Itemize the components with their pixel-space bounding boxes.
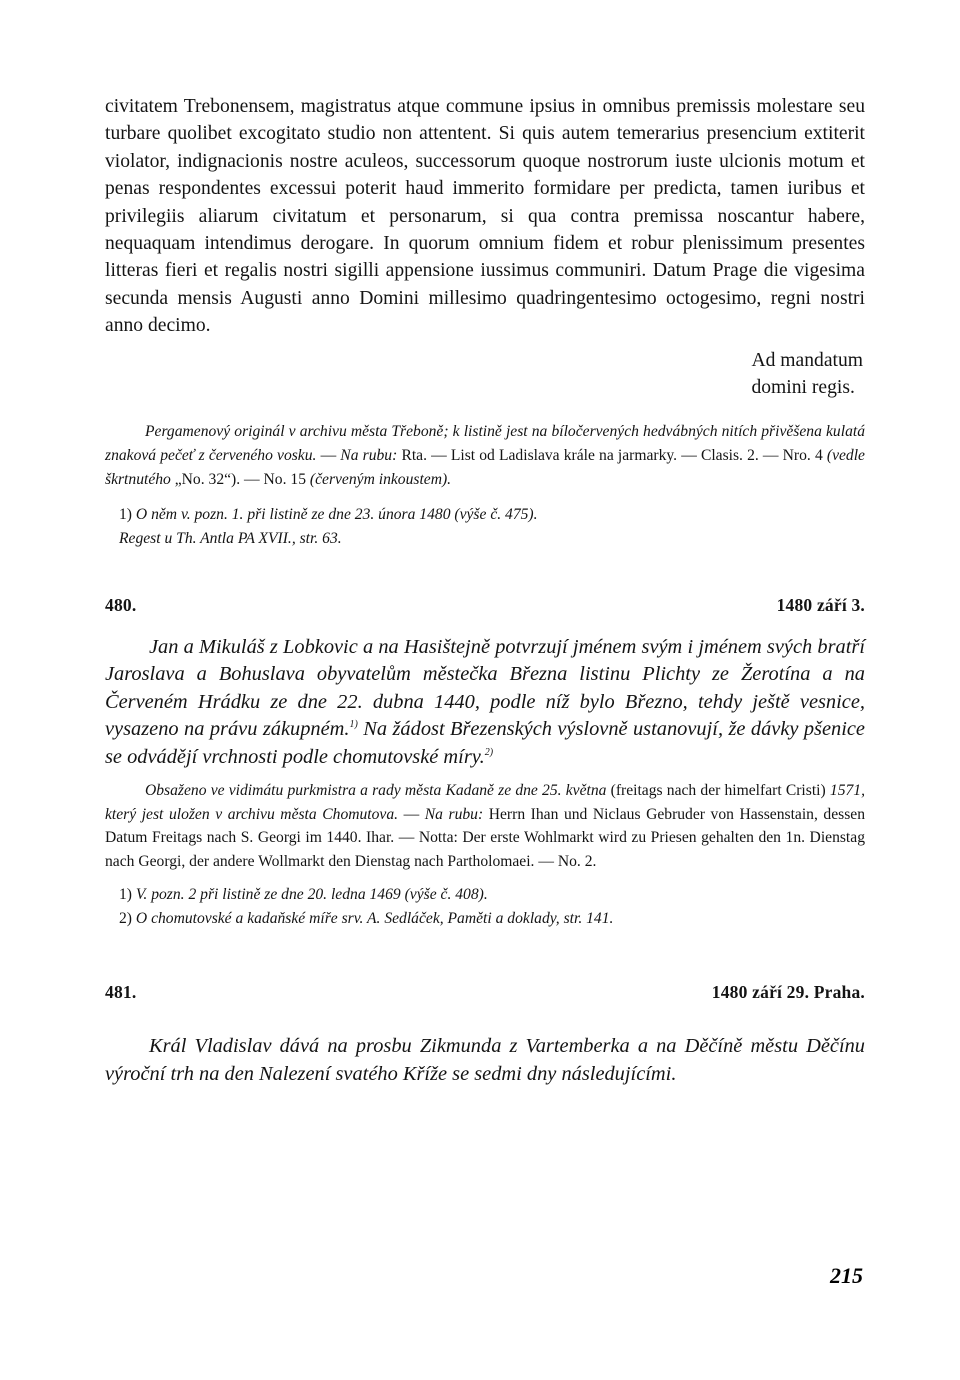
source-480-italic-3: Na rubu: <box>424 805 484 823</box>
source-479-italic-1: Pergamenový originál v archivu města Třeboně; k listině jest na bíločervených hedvábných nitích přivěšena kulatá znaková pečeť z červeného vosku. <box>105 423 865 465</box>
source-479-plain-1: — <box>320 447 337 465</box>
document-page <box>105 93 865 1088</box>
source-note-480 <box>105 779 865 873</box>
source-480-italic-2: 1571, který jest uložen v archivu města Chomutova. <box>105 782 865 823</box>
source-479-plain-3: „No. 32“). <box>174 470 241 488</box>
footnote-479-1-continued <box>105 527 865 550</box>
footnote-479-1 <box>105 503 865 526</box>
source-479-plain-4: — No. 15 <box>244 470 306 488</box>
footnote-480-1-mark: 1) <box>119 886 132 904</box>
footnote-480-1-text: V. pozn. 2 při listině ze dne 20. ledna 1469 (výše č. 408). <box>135 886 488 904</box>
document-header-481 <box>105 982 865 1003</box>
regest-480-text: Jan a Mikuláš z Lobkovic a na Hasištejně potvrzují jménem svým i jménem svých bratří Jaroslava a Bohuslava obyvatelům městečka Března listinu Plichty ze Žerotína a na Červeném Hrádku ze dne 22. dubna 1440, podle níž bylo Březno, tehdy ještě vesnice, vysazeno na právu zákupném. <box>105 636 865 741</box>
signature-line-2: domini regis. <box>751 377 855 399</box>
document-date-480: 1480 září 3. <box>776 595 865 616</box>
footnote-480-1 <box>105 883 865 906</box>
source-479-italic-4: (červeným inkoustem). <box>309 470 452 488</box>
footnotes-479 <box>105 503 865 550</box>
charter-text-paragraph: civitatem Trebonensem, magistratus atque commune ipsius in omnibus premissis molestare seu turbare quolibet excogitato studio non attentent. Si quis autem temerarius presencium extiterit violator, indignacionis nostre aculeos, successorum quoque nostrorum iuste ulcionis motum et penas respondentes excessui poterit haud immerito formidare per predicta, tamen iuribus et privilegiis aliarum civitatum et personarum, si qua contra premissa noscantur habere, nequaquam intendimus derogare. In quorum omnium fidem et robur plenissimum presentes litteras fieri et regalis nostri sigilli appensione iussimus communiri. Datum Prage die vigesima secunda mensis Augusti anno Domini millesimo quadringentesimo octogesimo, regni nostri anno decimo. <box>105 96 865 337</box>
regest-480-footnote-mark-1: 1) <box>349 719 358 731</box>
footnote-479-1-line2: Regest u Th. Antla PA XVII., str. 63. <box>119 529 342 547</box>
signature-line-1: Ad mandatum <box>751 349 863 371</box>
footnote-480-2-mark: 2) <box>119 909 132 927</box>
page-number: 215 <box>830 1263 863 1288</box>
footnote-480-2-text: O chomutovské a kadaňské míře srv. A. Sedláček, Paměti a doklady, str. 141. <box>135 909 614 927</box>
signature-block <box>105 340 865 402</box>
source-479-italic-2: Na rubu: <box>340 447 398 465</box>
document-number-481: 481. <box>105 982 137 1003</box>
footnotes-480 <box>105 883 865 930</box>
signature-lines <box>751 347 863 402</box>
footnote-479-1-text: O něm v. pozn. 1. při listině ze dne 23. února 1480 (výše č. 475). <box>135 506 538 524</box>
source-480-italic-1: Obsaženo ve vidimátu purkmistra a rady města Kadaně ze dne 25. května <box>145 782 607 800</box>
regest-480-footnote-mark-2: 2) <box>484 746 494 758</box>
document-number-480: 480. <box>105 595 137 616</box>
source-479-italic-3: (vedle škrtnutého <box>105 447 865 488</box>
source-479-plain-2: Rta. — List od Ladislava krále na jarmarky. — Clasis. 2. — Nro. 4 <box>401 447 823 465</box>
regest-481: Král Vladislav dává na prosbu Zikmunda z Vartemberka a na Děčíně městu Děčínu výroční trh na den Nalezení svatého Kříže se sedmi dny následujícími. <box>105 1035 865 1085</box>
footnote-479-1-mark: 1) <box>119 506 132 524</box>
source-480-plain-3: Herrn Ihan und Niclaus Gebruder von Hassenstain, dessen Datum Freitags nach S. Georgi im 1440. Ihar. — Notta: Der erste Wohlmarkt wird zu Priesen gehalten den 1n. Dienstag nach Georgi, der andere Wollmarkt den Dienstag nach Partholomaei. — No. 2. <box>105 805 865 870</box>
document-header-480 <box>105 595 865 616</box>
source-note-479 <box>105 420 865 491</box>
regest-480-continuation: Na žádost Březenských výslovně ustanovují, že dávky pšenice se odvádějí vrchnosti podle chomutovské míry. <box>105 718 865 768</box>
source-480-plain-2: — <box>403 805 420 823</box>
regest-480 <box>105 634 865 771</box>
document-date-481: 1480 září 29. Praha. <box>711 982 865 1003</box>
footnote-480-2 <box>105 907 865 930</box>
source-480-plain-1: (freitags nach der himelfart Cristi) <box>610 782 826 800</box>
